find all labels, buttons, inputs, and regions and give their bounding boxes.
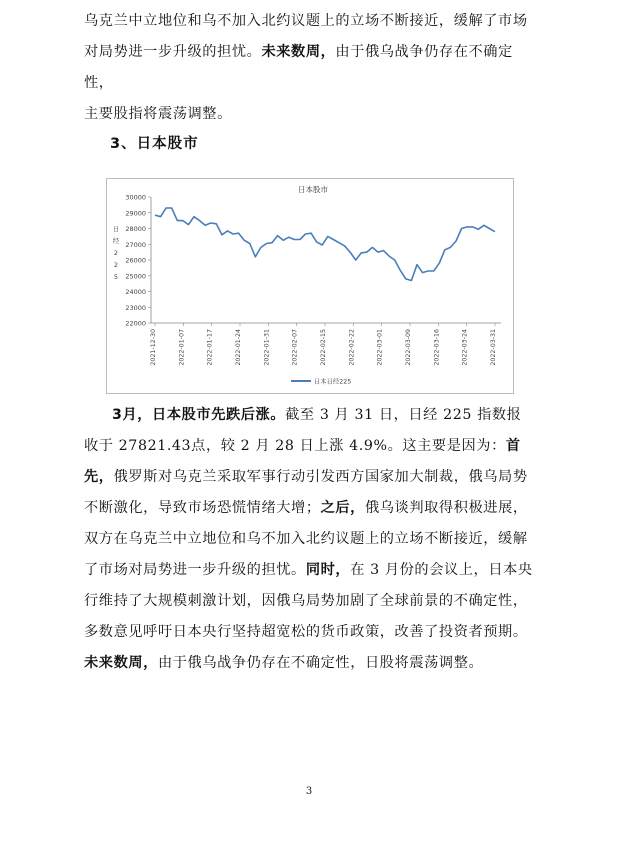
x-tick-label-10: 2022-03-16 <box>433 329 441 366</box>
nikkei-chart <box>106 178 514 394</box>
main-paragraph-bold-after: 之后， <box>320 500 365 516</box>
section-heading: 3、日本股市 <box>110 136 199 152</box>
y-tick-label-2: 24000 <box>125 288 146 296</box>
y-axis-label-char-0: 日 <box>112 225 120 233</box>
main-paragraph-text-3: 俄乌谈判取得积极进展，双方在乌克兰中立地位和乌不加入北约议题上的立场不断接近，缓解了市场对局势进一步升级的担忧。 <box>84 500 528 578</box>
y-tick-label-5: 27000 <box>125 240 146 249</box>
series-line-nikkei225 <box>155 208 495 281</box>
y-tick-label-7: 29000 <box>125 209 146 218</box>
top-paragraph-line-4: 主要股指将震荡调整。 <box>84 106 232 122</box>
y-axis-label-char-2: 2 <box>113 249 119 257</box>
y-tick-label-1: 23000 <box>125 303 146 312</box>
chart-title: 日本股市 <box>298 185 328 194</box>
main-paragraph-bold-meanwhile: 同时， <box>305 562 351 578</box>
x-tick-label-0: 2021-12-30 <box>150 329 157 366</box>
y-axis-label-char-4: 5 <box>113 273 119 281</box>
legend-label: 日本日经225 <box>314 378 352 386</box>
y-tick-label-3: 25000 <box>125 272 146 281</box>
x-tick-label-12: 2022-03-31 <box>490 329 497 366</box>
y-axis-label-char-1: 经 <box>112 237 120 245</box>
x-tick-label-6: 2022-02-15 <box>320 329 327 366</box>
chart-canvas <box>107 179 513 393</box>
main-paragraph <box>84 400 534 679</box>
y-tick-label-4: 26000 <box>125 256 146 265</box>
x-tick-label-8: 2022-03-01 <box>376 329 384 366</box>
x-tick-label-5: 2022-02-07 <box>291 329 299 366</box>
x-tick-label-9: 2022-03-09 <box>405 329 412 366</box>
x-tick-label-1: 2022-01-07 <box>178 329 186 366</box>
top-paragraph <box>84 6 534 130</box>
top-paragraph-line-3: 由于俄乌战争仍存在不确定性， <box>84 44 513 91</box>
y-tick-label-0: 22000 <box>125 319 146 328</box>
top-paragraph-line-1: 乌克兰中立地位和乌不加入北约议题上的立场不断接近，缓解了市场 <box>84 13 528 29</box>
top-paragraph-line-2: 对局势进一步升级的担忧。 <box>84 44 262 60</box>
main-paragraph-bold-first: 首先， <box>84 438 521 485</box>
main-paragraph-text-2: 俄罗斯对乌克兰采取军事行动引发西方国家加大制裁，俄乌局势不断激化，导致市场恐慌情绪大增； <box>84 469 528 516</box>
main-paragraph-bold-future: 未来数周， <box>84 655 158 671</box>
x-tick-label-3: 2022-01-24 <box>235 329 242 366</box>
main-paragraph-lead: 3月，日本股市先跌后涨。 <box>112 407 286 423</box>
main-paragraph-text-1: 截至 3 月 31 日，日经 225 指数报收于 27821.43点，较 2 月 28 日上涨 4.9%。这主要是因为： <box>84 407 522 454</box>
y-axis-label-char-3: 2 <box>113 261 119 269</box>
page-number: 3 <box>305 786 313 797</box>
y-tick-label-8: 30000 <box>125 193 146 202</box>
x-tick-label-4: 2022-01-31 <box>263 329 271 366</box>
top-paragraph-bold-future: 未来数周， <box>261 44 336 60</box>
main-paragraph-text-4: 在 3 月份的会议上，日本央行维持了大规模刺激计划，因俄乌局势加剧了全球前景的不确定性，多数意见呼吁日本央行坚持超宽松的货币政策，改善了投资者预期。 <box>84 562 533 640</box>
main-paragraph-text-5: 由于俄乌战争仍存在不确定性，日股将震荡调整。 <box>157 655 484 671</box>
x-tick-label-11: 2022-03-24 <box>461 329 469 366</box>
y-tick-label-6: 28000 <box>125 225 146 233</box>
x-tick-label-2: 2022-01-17 <box>206 329 214 366</box>
x-tick-label-7: 2022-02-22 <box>348 329 356 366</box>
